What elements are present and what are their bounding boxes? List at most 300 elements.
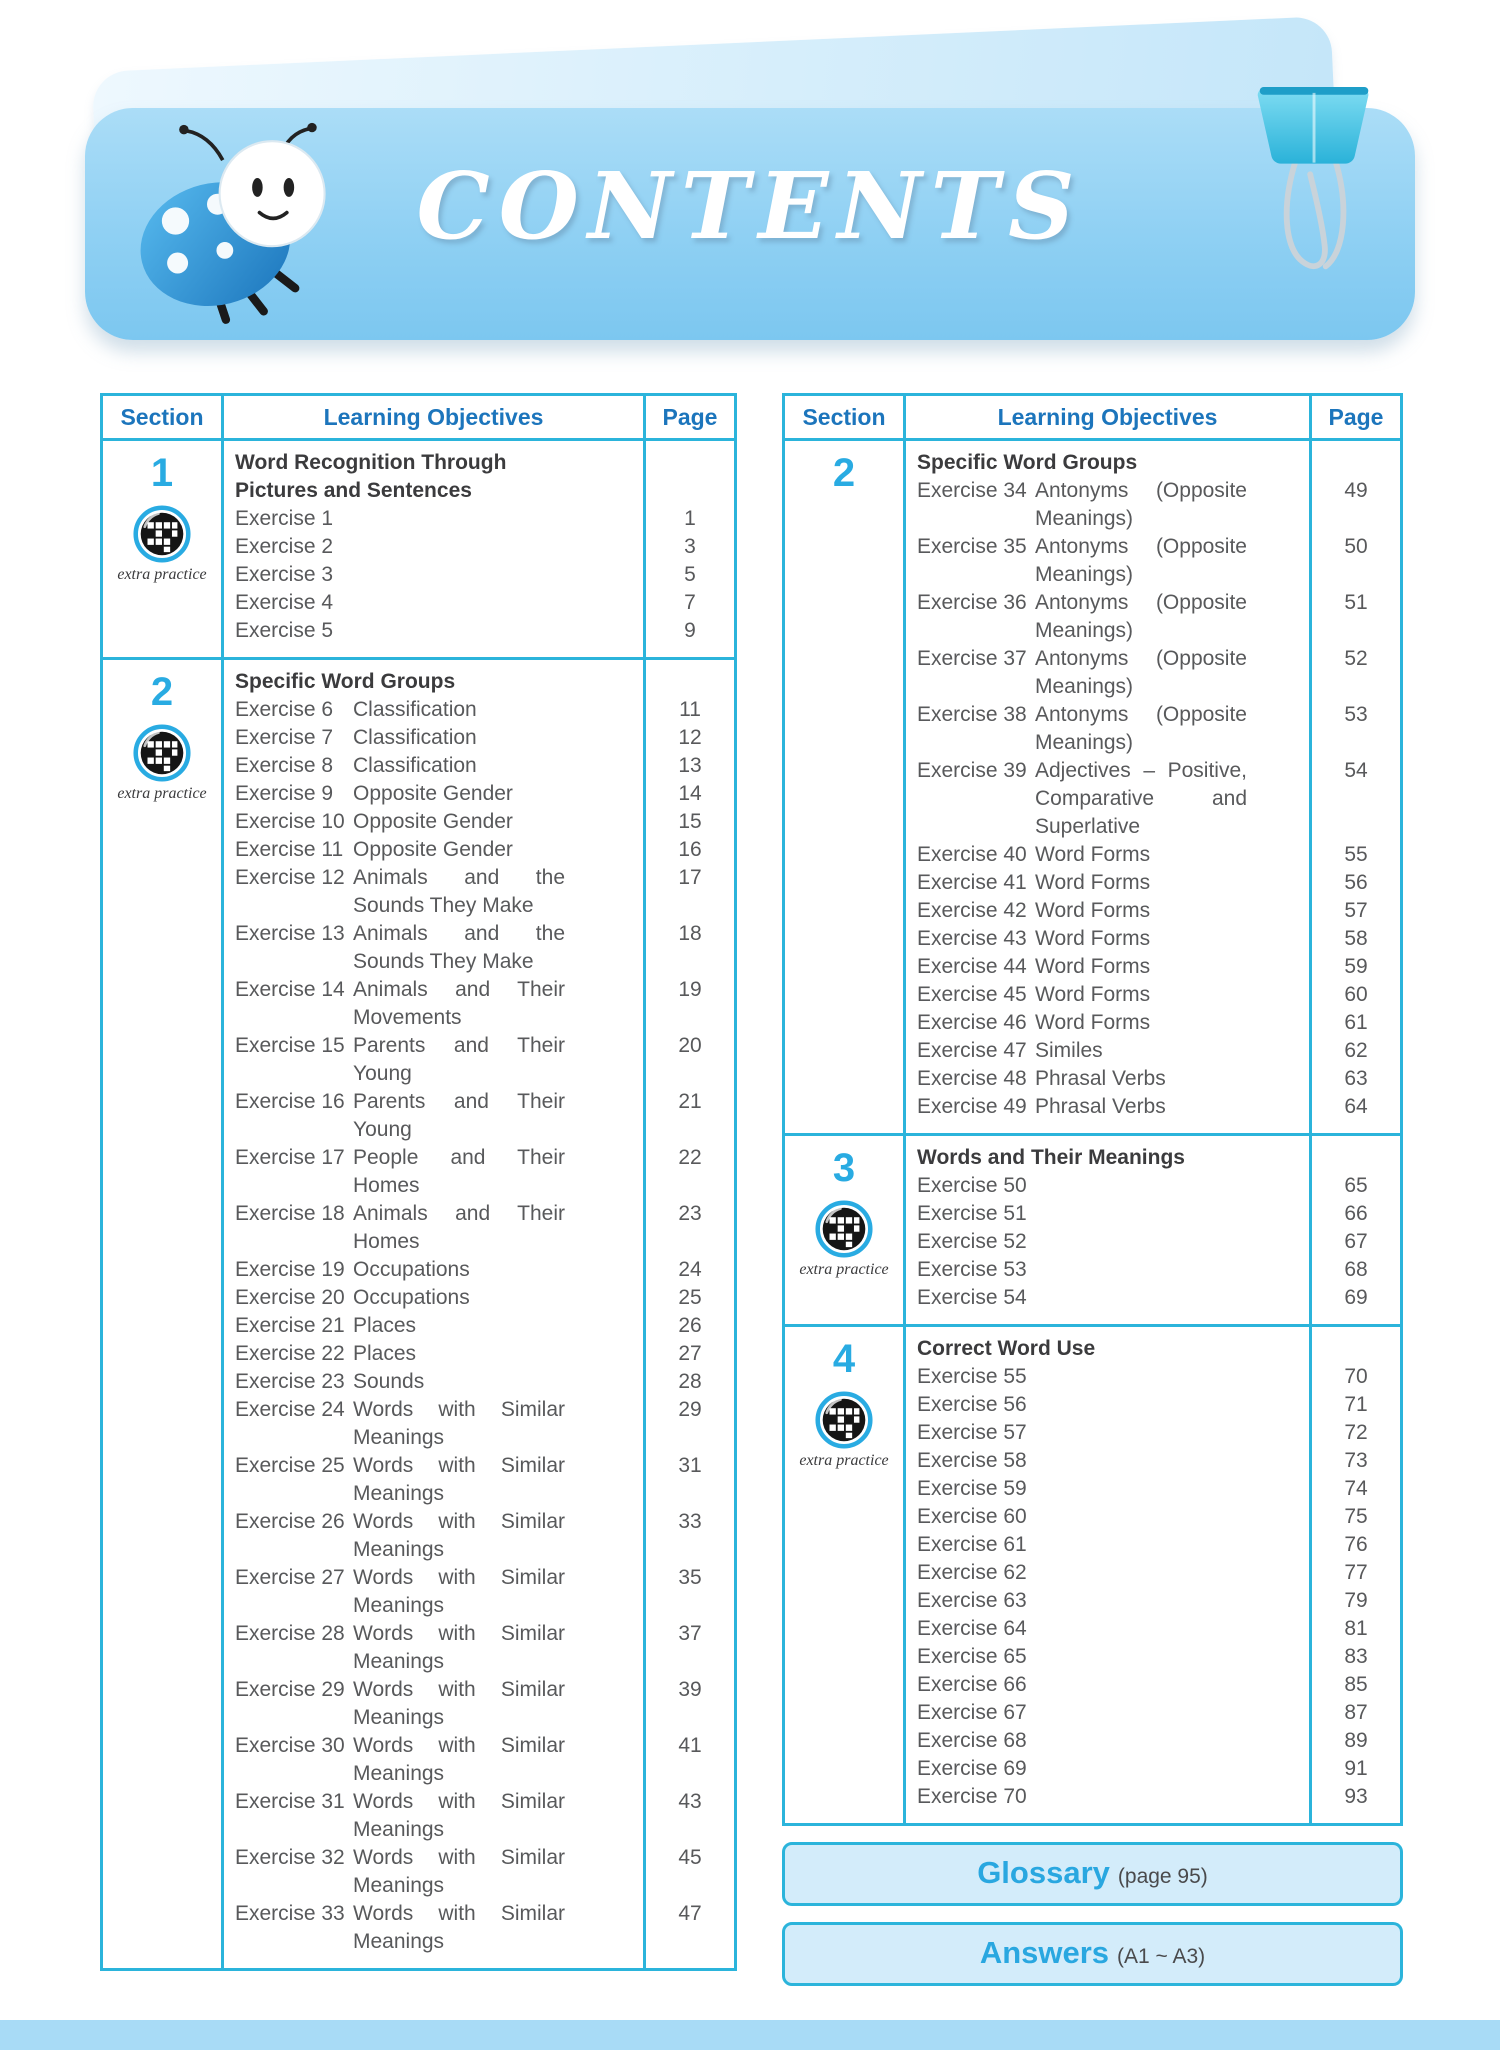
exercise-label: Exercise 2 [235, 535, 334, 558]
toc-entry [221, 1396, 734, 1452]
entry-main [903, 1172, 1312, 1200]
exercise-page: 62 [1344, 1039, 1368, 1062]
exercise-label: Exercise 14 [235, 978, 345, 1001]
exercise-label: Exercise 17 [235, 1146, 345, 1169]
section-number: 2 [150, 670, 174, 714]
toc-entry [221, 808, 734, 836]
exercise-label: Exercise 57 [917, 1421, 1027, 1444]
exercise-page: 19 [678, 978, 702, 1001]
toc-entry [221, 617, 734, 645]
entry-main [903, 533, 1312, 589]
exercise-page: 43 [678, 1790, 702, 1813]
entry-main [221, 1368, 646, 1396]
exercise-page: 91 [1344, 1757, 1368, 1780]
entry-main [903, 477, 1312, 533]
section-title-row [221, 449, 734, 505]
column-header-page: Page [662, 404, 718, 430]
exercise-label: Exercise 42 [917, 899, 1027, 922]
exercise-topic [1035, 1256, 1247, 1284]
extra-practice-badge [799, 1200, 888, 1279]
exercise-label: Exercise 12 [235, 866, 345, 889]
table-header-row [103, 396, 734, 441]
toc-entry [221, 1788, 734, 1844]
section-title: Word Recognition Through Pictures and Sentences [235, 451, 507, 502]
exercise-topic: Antonyms (Opposite Meanings) [1035, 591, 1247, 642]
toc-entry [221, 976, 734, 1032]
extra-practice-label: extra practice [117, 566, 207, 583]
toc-entry [221, 561, 734, 589]
exercise-page: 49 [1344, 479, 1368, 502]
exercise-topic: Antonyms (Opposite Meanings) [1035, 647, 1247, 698]
toc-entry [903, 1065, 1400, 1093]
entry-main [221, 1732, 646, 1788]
entry-main [221, 1564, 646, 1620]
exercise-page: 70 [1344, 1365, 1368, 1388]
section-cell [785, 1327, 903, 1823]
section-title-row [903, 1144, 1400, 1172]
exercise-page: 77 [1344, 1561, 1368, 1584]
toc-entry [903, 1009, 1400, 1037]
exercise-label: Exercise 24 [235, 1398, 345, 1421]
exercise-topic: Opposite Gender [353, 782, 513, 805]
toc-entry [903, 1200, 1400, 1228]
entry-main [221, 1256, 646, 1284]
exercise-label: Exercise 69 [917, 1757, 1027, 1780]
exercise-topic [353, 617, 565, 645]
exercise-page: 72 [1344, 1421, 1368, 1444]
exercise-page: 87 [1344, 1701, 1368, 1724]
exercise-topic: Words with Similar Meanings [353, 1734, 565, 1785]
glossary-title: Glossary [977, 1855, 1110, 1890]
toc-entry [221, 836, 734, 864]
extra-practice-label: extra practice [799, 1452, 889, 1469]
toc-entry [221, 1620, 734, 1676]
exercise-topic [1035, 1615, 1247, 1643]
exercise-page: 45 [678, 1846, 702, 1869]
exercise-topic [1035, 1200, 1247, 1228]
section-cell [103, 441, 221, 657]
toc-entry [221, 1256, 734, 1284]
exercise-topic [1035, 1531, 1247, 1559]
exercise-topic: Places [353, 1314, 417, 1337]
exercise-topic: Parents and Their Young [353, 1090, 565, 1141]
exercise-label: Exercise 19 [235, 1258, 345, 1281]
exercise-label: Exercise 29 [235, 1678, 345, 1701]
entry-main [221, 1312, 646, 1340]
entry-main [903, 1587, 1312, 1615]
section-number: 2 [832, 451, 856, 495]
exercise-page: 64 [1344, 1095, 1368, 1118]
exercise-page: 22 [678, 1146, 702, 1169]
exercise-topic [1035, 1172, 1247, 1200]
toc-entry [903, 1419, 1400, 1447]
toc-entry [903, 1447, 1400, 1475]
toc-entry [221, 533, 734, 561]
exercise-label: Exercise 18 [235, 1202, 345, 1225]
toc-entry [221, 1200, 734, 1256]
entry-main [903, 1419, 1312, 1447]
exercise-topic: Phrasal Verbs [1035, 1095, 1166, 1118]
extra-practice-crossword-icon [133, 505, 191, 563]
toc-entry [903, 1783, 1400, 1811]
entry-main [903, 1200, 1312, 1228]
extra-practice-label: extra practice [799, 1261, 889, 1278]
exercise-label: Exercise 36 [917, 591, 1027, 614]
extra-practice-badge [117, 724, 206, 803]
exercise-page: 76 [1344, 1533, 1368, 1556]
entry-main [903, 1643, 1312, 1671]
extra-practice-crossword-icon [815, 1200, 873, 1258]
exercise-page: 39 [678, 1678, 702, 1701]
extra-practice-badge [117, 505, 206, 584]
exercise-label: Exercise 26 [235, 1510, 345, 1533]
entry-main [221, 808, 646, 836]
toc-entry [903, 1643, 1400, 1671]
entry-main [221, 752, 646, 780]
toc-entry [221, 1452, 734, 1508]
exercise-topic: Classification [353, 726, 477, 749]
exercise-page: 73 [1344, 1449, 1368, 1472]
exercise-topic: Adjectives – Positive, Comparative and Superlative [1035, 759, 1247, 838]
entry-main [903, 1559, 1312, 1587]
toc-entry [221, 1508, 734, 1564]
entry-main [221, 780, 646, 808]
exercise-topic: Animals and the Sounds They Make [353, 866, 565, 917]
toc-section [785, 1327, 1400, 1823]
exercise-label: Exercise 59 [917, 1477, 1027, 1500]
exercise-page: 33 [678, 1510, 702, 1533]
entry-main [903, 1783, 1312, 1811]
exercise-topic [1035, 1447, 1247, 1475]
entry-main [903, 1503, 1312, 1531]
exercise-topic: Words with Similar Meanings [353, 1678, 565, 1729]
section-title: Words and Their Meanings [917, 1146, 1185, 1169]
exercise-page: 68 [1344, 1258, 1368, 1281]
glossary-note: (page 95) [1117, 1865, 1208, 1888]
toc-entry [221, 1088, 734, 1144]
exercise-topic: Animals and Their Movements [353, 978, 565, 1029]
binder-clip-icon [1252, 78, 1378, 288]
entry-main [903, 1727, 1312, 1755]
table-header-row [785, 396, 1400, 441]
entry-main [221, 1620, 646, 1676]
exercise-label: Exercise 47 [917, 1039, 1027, 1062]
toc-entry [221, 505, 734, 533]
exercise-page: 12 [678, 726, 702, 749]
exercise-page: 20 [678, 1034, 702, 1057]
exercise-topic: Word Forms [1035, 955, 1151, 978]
section-rows [221, 441, 734, 657]
toc-section [785, 1136, 1400, 1327]
exercise-page: 5 [684, 563, 696, 586]
entry-main [221, 696, 646, 724]
exercise-label: Exercise 20 [235, 1286, 345, 1309]
section-number: 3 [832, 1146, 856, 1190]
exercise-page: 31 [678, 1454, 702, 1477]
exercise-page: 41 [678, 1734, 702, 1757]
toc-entry [221, 724, 734, 752]
exercise-label: Exercise 44 [917, 955, 1027, 978]
entry-main [903, 897, 1312, 925]
exercise-label: Exercise 3 [235, 563, 334, 586]
exercise-label: Exercise 53 [917, 1258, 1027, 1281]
exercise-topic: Opposite Gender [353, 810, 513, 833]
exercise-page: 37 [678, 1622, 702, 1645]
extra-practice-badge [799, 1391, 888, 1470]
exercise-topic: Words with Similar Meanings [353, 1510, 565, 1561]
exercise-page: 61 [1344, 1011, 1368, 1034]
exercise-label: Exercise 65 [917, 1645, 1027, 1668]
exercise-label: Exercise 43 [917, 927, 1027, 950]
toc-entry [221, 1676, 734, 1732]
page-cell [646, 668, 734, 696]
exercise-topic [1035, 1671, 1247, 1699]
exercise-page: 1 [684, 507, 696, 530]
exercise-topic [353, 505, 565, 533]
exercise-topic: Antonyms (Opposite Meanings) [1035, 535, 1247, 586]
toc-entry [903, 589, 1400, 645]
exercise-topic: Phrasal Verbs [1035, 1067, 1166, 1090]
exercise-topic: Words with Similar Meanings [353, 1454, 565, 1505]
entry-main [903, 645, 1312, 701]
entry-main [221, 724, 646, 752]
section-rows [903, 1136, 1400, 1324]
toc-entry [903, 757, 1400, 841]
exercise-page: 17 [678, 866, 702, 889]
bottom-decoration-bar [0, 2020, 1500, 2050]
column-header-objectives: Learning Objectives [997, 404, 1218, 430]
exercise-topic [1035, 1587, 1247, 1615]
exercise-page: 74 [1344, 1477, 1368, 1500]
extra-practice-label: extra practice [117, 785, 207, 802]
exercise-label: Exercise 25 [235, 1454, 345, 1477]
exercise-label: Exercise 8 [235, 754, 334, 777]
exercise-topic: Words with Similar Meanings [353, 1622, 565, 1673]
toc-entry [221, 1732, 734, 1788]
exercise-label: Exercise 35 [917, 535, 1027, 558]
page-cell [1312, 1144, 1400, 1172]
column-header-section: Section [802, 404, 886, 430]
exercise-page: 47 [678, 1902, 702, 1925]
toc-entry [903, 1559, 1400, 1587]
section-cell [103, 660, 221, 1968]
toc-entry [221, 780, 734, 808]
extra-practice-crossword-icon [133, 724, 191, 782]
toc-entry [903, 925, 1400, 953]
toc-entry [903, 981, 1400, 1009]
toc-entry [903, 869, 1400, 897]
exercise-page: 29 [678, 1398, 702, 1421]
entry-main [903, 1363, 1312, 1391]
exercise-page: 69 [1344, 1286, 1368, 1309]
exercise-topic: Words with Similar Meanings [353, 1902, 565, 1953]
exercise-label: Exercise 68 [917, 1729, 1027, 1752]
toc-entry [903, 1391, 1400, 1419]
exercise-label: Exercise 31 [235, 1790, 345, 1813]
section-title: Correct Word Use [917, 1337, 1096, 1360]
section-title-row [903, 1335, 1400, 1363]
exercise-page: 24 [678, 1258, 702, 1281]
entry-main [903, 925, 1312, 953]
entry-main [221, 1788, 646, 1844]
exercise-label: Exercise 22 [235, 1342, 345, 1365]
toc-section [785, 441, 1400, 1136]
exercise-label: Exercise 5 [235, 619, 334, 642]
entry-main [221, 617, 646, 645]
exercise-topic: Word Forms [1035, 899, 1151, 922]
entry-main [903, 1447, 1312, 1475]
exercise-label: Exercise 56 [917, 1393, 1027, 1416]
exercise-label: Exercise 4 [235, 591, 334, 614]
exercise-topic [1035, 1699, 1247, 1727]
entry-main [903, 1037, 1312, 1065]
entry-main [221, 1396, 646, 1452]
entry-main [221, 505, 646, 533]
exercise-topic [1035, 1284, 1247, 1312]
exercise-label: Exercise 34 [917, 479, 1027, 502]
entry-main [221, 589, 646, 617]
toc-entry [903, 1755, 1400, 1783]
exercise-topic: Antonyms (Opposite Meanings) [1035, 479, 1247, 530]
entry-main [221, 1088, 646, 1144]
exercise-page: 16 [678, 838, 702, 861]
exercise-topic: Classification [353, 698, 477, 721]
contents-banner [85, 108, 1415, 340]
exercise-topic [1035, 1783, 1247, 1811]
exercise-label: Exercise 55 [917, 1365, 1027, 1388]
exercise-topic [1035, 1419, 1247, 1447]
exercise-label: Exercise 51 [917, 1202, 1027, 1225]
toc-entry [221, 589, 734, 617]
entry-main [221, 533, 646, 561]
entry-main [903, 589, 1312, 645]
exercise-topic [1035, 1228, 1247, 1256]
entry-main [903, 953, 1312, 981]
entry-main [903, 1009, 1312, 1037]
exercise-page: 23 [678, 1202, 702, 1225]
exercise-page: 54 [1344, 759, 1368, 782]
entry-main [221, 976, 646, 1032]
exercise-label: Exercise 49 [917, 1095, 1027, 1118]
toc-body-right [785, 441, 1400, 1823]
exercise-topic: Word Forms [1035, 1011, 1151, 1034]
exercise-label: Exercise 37 [917, 647, 1027, 670]
exercise-topic: Places [353, 1342, 417, 1365]
exercise-label: Exercise 60 [917, 1505, 1027, 1528]
exercise-topic: Opposite Gender [353, 838, 513, 861]
section-cell [785, 441, 903, 1133]
toc-entry [903, 1172, 1400, 1200]
exercise-label: Exercise 9 [235, 782, 334, 805]
toc-entry [903, 645, 1400, 701]
section-rows [903, 1327, 1400, 1823]
ladybug-mascot [121, 116, 356, 326]
exercise-page: 14 [678, 782, 702, 805]
exercise-page: 26 [678, 1314, 702, 1337]
exercise-page: 65 [1344, 1174, 1368, 1197]
section-title-main [903, 449, 1312, 477]
entry-main [221, 1900, 646, 1956]
exercise-topic [353, 561, 565, 589]
exercise-topic: Words with Similar Meanings [353, 1398, 565, 1449]
exercise-topic: Word Forms [1035, 983, 1151, 1006]
exercise-label: Exercise 61 [917, 1533, 1027, 1556]
exercise-label: Exercise 27 [235, 1566, 345, 1589]
exercise-page: 53 [1344, 703, 1368, 726]
exercise-page: 28 [678, 1370, 702, 1393]
exercise-topic: Words with Similar Meanings [353, 1566, 565, 1617]
toc-entry [903, 1228, 1400, 1256]
toc-entry [903, 1284, 1400, 1312]
section-title: Specific Word Groups [235, 670, 456, 693]
section-title-row [903, 449, 1400, 477]
entry-main [903, 1284, 1312, 1312]
exercise-page: 71 [1344, 1393, 1368, 1416]
entry-main [903, 869, 1312, 897]
toc-entry [903, 1587, 1400, 1615]
column-divider [1309, 396, 1312, 1823]
exercise-page: 9 [684, 619, 696, 642]
toc-entry [903, 953, 1400, 981]
entry-main [221, 1032, 646, 1088]
exercise-label: Exercise 21 [235, 1314, 345, 1337]
entry-main [221, 1508, 646, 1564]
exercise-label: Exercise 48 [917, 1067, 1027, 1090]
entry-main [221, 1340, 646, 1368]
answers-bar [782, 1922, 1403, 1986]
toc-entry [903, 1615, 1400, 1643]
glossary-bar [782, 1842, 1403, 1906]
exercise-topic: Word Forms [1035, 843, 1151, 866]
exercise-topic [1035, 1391, 1247, 1419]
right-column [782, 393, 1403, 1986]
exercise-label: Exercise 58 [917, 1449, 1027, 1472]
entry-main [221, 1844, 646, 1900]
exercise-page: 63 [1344, 1067, 1368, 1090]
answers-note: (A1 ~ A3) [1117, 1945, 1206, 1968]
exercise-label: Exercise 46 [917, 1011, 1027, 1034]
exercise-page: 52 [1344, 647, 1368, 670]
toc-entry [903, 1503, 1400, 1531]
exercise-topic: Sounds [353, 1370, 425, 1393]
exercise-topic [1035, 1755, 1247, 1783]
toc-entry [903, 1475, 1400, 1503]
exercise-page: 59 [1344, 955, 1368, 978]
exercise-topic: Occupations [353, 1258, 470, 1281]
exercise-label: Exercise 6 [235, 698, 334, 721]
exercise-page: 81 [1344, 1617, 1368, 1640]
exercise-topic [1035, 1559, 1247, 1587]
page-title: CONTENTS [416, 152, 1084, 260]
entry-main [903, 1065, 1312, 1093]
exercise-label: Exercise 30 [235, 1734, 345, 1757]
toc-entry [903, 1093, 1400, 1121]
exercise-page: 3 [684, 535, 696, 558]
section-rows [903, 441, 1400, 1133]
entry-main [903, 1228, 1312, 1256]
exercise-topic: Words with Similar Meanings [353, 1790, 565, 1841]
exercise-page: 67 [1344, 1230, 1368, 1253]
exercise-topic: Word Forms [1035, 927, 1151, 950]
entry-main [903, 1671, 1312, 1699]
toc-entry [903, 701, 1400, 757]
exercise-page: 18 [678, 922, 702, 945]
exercise-label: Exercise 11 [235, 838, 344, 861]
section-number: 4 [832, 1337, 856, 1381]
exercise-topic: Occupations [353, 1286, 470, 1309]
exercise-label: Exercise 1 [235, 507, 334, 530]
section-title-main [221, 668, 646, 696]
